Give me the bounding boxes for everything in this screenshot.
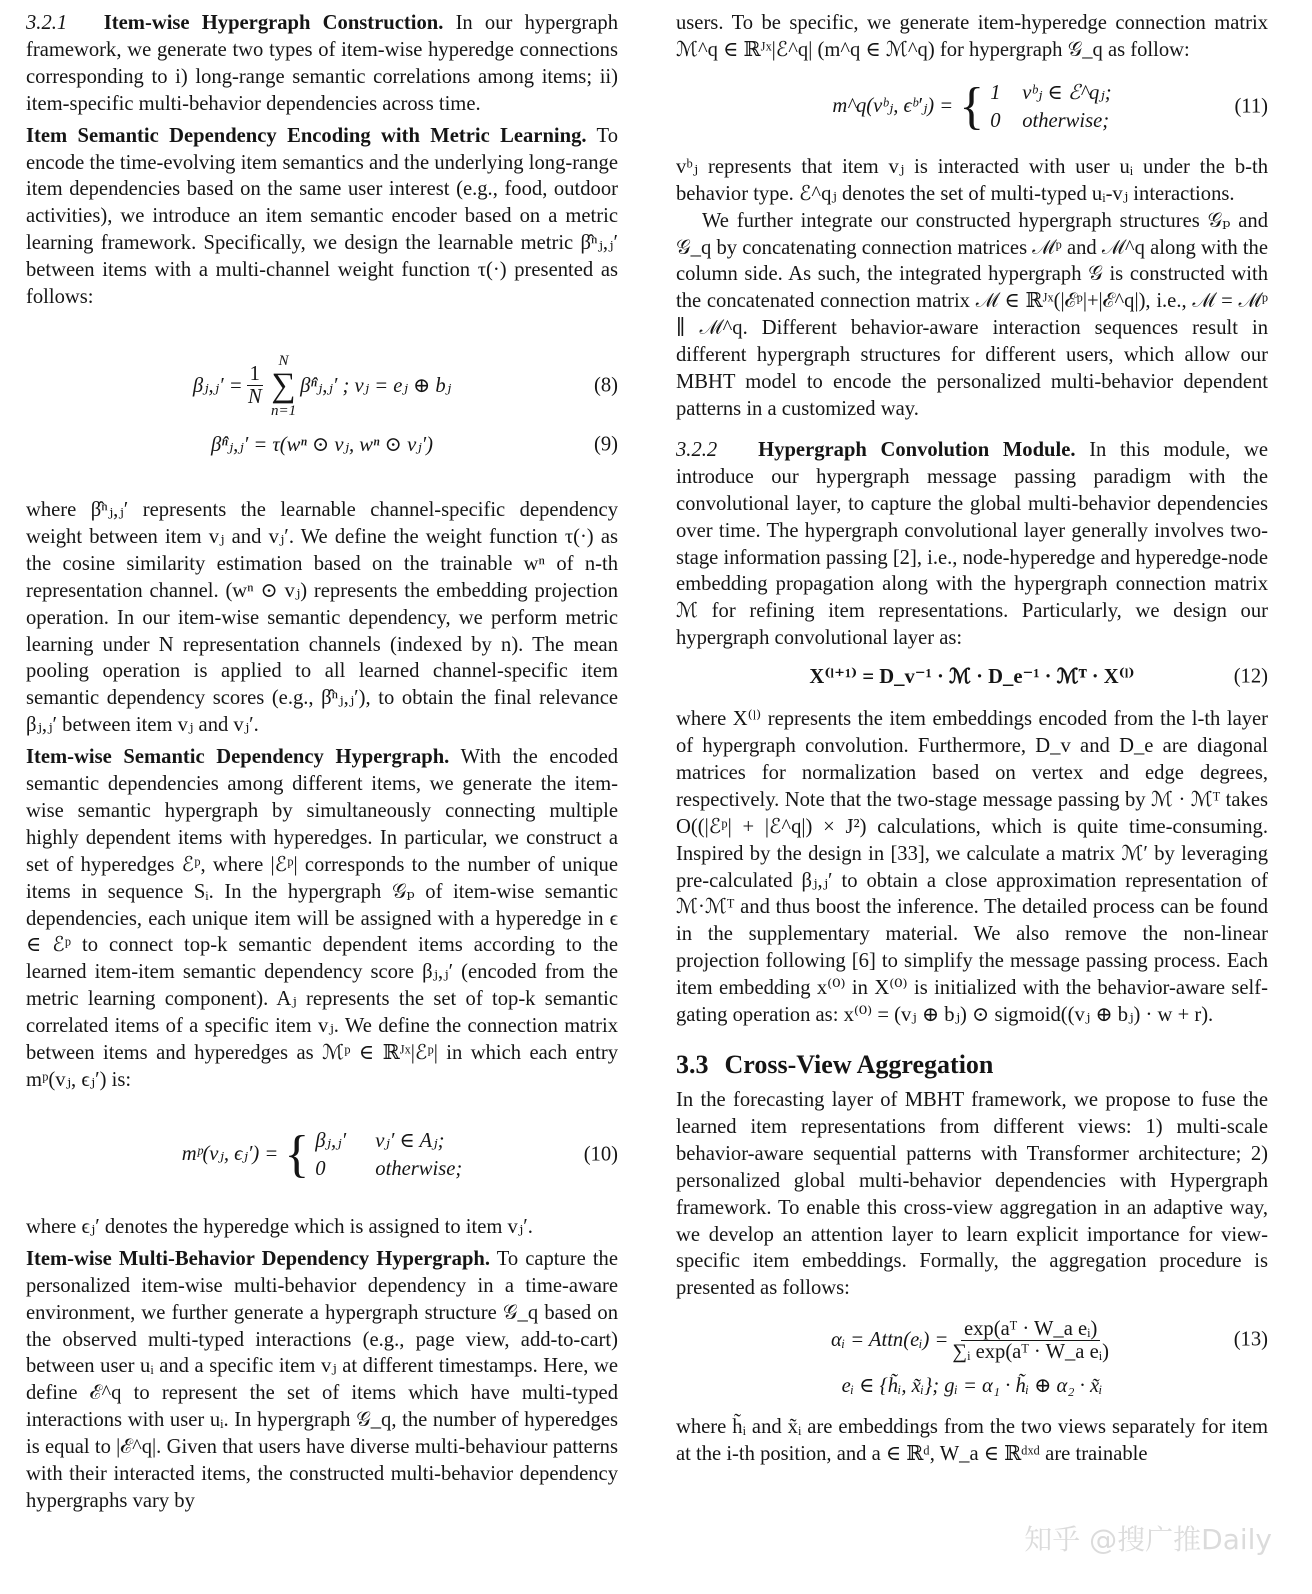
paragraph-imbh: [26, 1246, 618, 1515]
case-condition: vᵇⱼ ∈ ℰ^qⱼ;: [1022, 81, 1112, 104]
equation-lhs: αᵢ = Attn(eᵢ) =: [831, 1328, 949, 1351]
fraction-denominator: N: [247, 386, 262, 409]
fraction-numerator: exp(aᵀ · W_a eᵢ): [961, 1318, 1100, 1341]
equation-number: (13): [1233, 1328, 1268, 1351]
right-column: [676, 10, 1268, 1468]
paragraph-heading: Item-wise Semantic Dependency Hypergraph.: [26, 746, 450, 769]
equation-number: (9): [593, 433, 618, 456]
paragraph-where12: where X⁽ˡ⁾ represents the item embeddings encoded from the l-th layer of hypergraph convolution. Furthermore, D_v and D_e are diagonal matrices for normalization based on vertex and edge degrees, respectively. Note that the two-stage message passing by ℳ · ℳᵀ takes O((|ℰᵖ| + |ℰ^q|) × J²) calculations, which is quite time-consuming. Inspired by the design in [33], we calculate a matrix ℳ′ by leveraging pre-calculated βⱼ,ⱼ′ to obtain a close approximation representation of ℳ·ℳᵀ and thus boost the inference. The detailed process can be found in the supplementary material. We also remove the non-linear projection following [6] to simplify the message passing process. Each item embedding x⁽⁰⁾ in X⁽⁰⁾ is initialized with the behavior-aware self-gating operation as: x⁽⁰⁾ = (vⱼ ⊕ bⱼ) ⊙ sigmoid((vⱼ ⊕ bⱼ) · w + r).: [676, 708, 1268, 1027]
paragraph-heading: Item Semantic Dependency Encoding with Metric Learning.: [26, 124, 587, 147]
summation: [271, 353, 296, 419]
equation-10: [26, 1122, 618, 1188]
equation-number: (8): [593, 374, 618, 397]
equation-expr: X⁽ˡ⁺¹⁾ = D_v⁻¹ · ℳ · D_e⁻¹ · ℳᵀ · X⁽ˡ⁾: [809, 665, 1135, 688]
equation-lhs: βⱼ,ⱼ′ =: [192, 374, 243, 397]
sigma-icon: ∑: [271, 366, 296, 404]
section-3-2-2: [676, 437, 1268, 652]
section-3-3-heading: [676, 1049, 1268, 1081]
paragraph-heading: Item-wise Multi-Behavior Dependency Hypergraph.: [26, 1247, 491, 1270]
paragraph-where13: where h̃ᵢ and x̃ᵢ are embeddings from the two views separately for item at the i-th position, and a ∈ ℝᵈ, W_a ∈ ℝᵈˣᵈ are trainable: [676, 1416, 1268, 1466]
paragraph: To capture the personalized item-wise multi-behavior dependency in a time-aware environment, we further generate a hypergraph structure 𝒢_q based on the observed multi-typed interactions (e.g., page view, add-to-cart) between user uᵢ and a specific item vⱼ at different timestamps. Here, we define ℰ^q to represent the set of items which have multi-typed interactions with user uᵢ. In hypergraph 𝒢_q, the number of hyperedges is equal to |ℰ^q|. Given that users have diverse multi-behaviour patterns with their interacted items, the constructed multi-behavior dependency hypergraphs vary by: [26, 1247, 618, 1512]
brace-icon: {: [959, 77, 985, 135]
paragraph: To encode the time-evolving item semantics and the underlying long-range item dependencies based on the same user interest (e.g., food, outdoor activities), we introduce an item semantic encoder based on a metric learning framework. Specifically, we design the learnable metric β̂ⁿⱼ,ⱼ′ between items with a multi-channel weight function τ(·) presented as follows:: [26, 124, 618, 309]
paragraph: With the encoded semantic dependencies among different items, we generate the item-wise semantic hypergraph by simultaneously connecting multiple highly dependent items with hyperedges. In particular, we construct a set of hyperedges ℰᵖ, where |ℰᵖ| corresponds to the number of unique items in sequence Sᵢ. In the hypergraph 𝒢ₚ of item-wise semantic dependencies, each unique item will be assigned with a hyperedge in ϵ ∈ ℰᵖ to connect top-k semantic dependent items according to the learned item-item semantic dependency score βⱼ,ⱼ′ (encoded from the metric learning component). Aⱼ represents the set of top-k semantic correlated items of a specific item vⱼ. We define the connection matrix between items and hyperedges as ℳᵖ ∈ ℝᴶˣ|ℰᵖ| in which each entry mᵖ(vⱼ, ϵⱼ′) is:: [26, 746, 619, 1091]
section-3-2-1: [26, 10, 618, 118]
paragraph-where9: where β̂ⁿⱼ,ⱼ′ represents the learnable channel-specific dependency weight between item vⱼ and vⱼ′. We define the weight function τ(·) as the cosine similarity estimation based on the trainable wⁿ of n-th representation channel. (wⁿ ⊙ vⱼ) represents the embedding projection operation. In our item-wise semantic dependency, we perform metric learning under N representation channels (indexed by n). The mean pooling operation is applied to all learned channel-specific item semantic dependency scores (e.g., β̂ⁿⱼ,ⱼ′), to obtain the final relevance βⱼ,ⱼ′ between item vⱼ and vⱼ′.: [26, 498, 618, 737]
subsection-title: Hypergraph Convolution Module.: [758, 438, 1076, 461]
paragraph: In this module, we introduce our hypergraph message passing paradigm with the convolutional layer, to capture the global multi-behavior dependencies over time. The hypergraph convolutional layer generally involves two-stage information passing [2], i.e., node-hyperedge and hyperedge-node embedding propagation along with the hypergraph connection matrix ℳ for refining item representations. Particularly, we design our hypergraph convolutional layer as:: [676, 438, 1268, 650]
cases: [315, 1127, 462, 1183]
subsection-title: Item-wise Hypergraph Construction.: [103, 12, 444, 34]
paragraph-isd: [26, 123, 618, 311]
sum-upper: N: [278, 352, 289, 369]
case-value: 0: [990, 109, 1001, 132]
equation-number: (10): [583, 1143, 618, 1166]
case-condition: otherwise;: [1022, 109, 1110, 132]
section-title: Cross-View Aggregation: [724, 1050, 994, 1079]
paragraph-where10: where ϵⱼ′ denotes the hyperedge which is assigned to item vⱼ′.: [26, 1215, 533, 1238]
equation-number: (12): [1233, 665, 1268, 688]
subsection-number: 3.2.2: [676, 438, 718, 461]
fraction: [247, 363, 263, 408]
paragraph-sec33: In the forecasting layer of MBHT framework, we propose to fuse the learned item representations from different views: 1) multi-scale behavior-aware sequential patterns with Transformer architecture; 2) personalized global multi-behavior dependencies with Hypergraph framework. To enable this cross-view aggregation in an adaptive way, we develop an attention layer to learn explicit importance for view-specific item embeddings. Formally, the aggregation procedure is presented as follows:: [676, 1089, 1268, 1300]
equation-expr: eᵢ ∈ {h̃ᵢ, x̃ᵢ}; gᵢ = α₁ · h̃ᵢ ⊕ α₂ · x̃ᵢ: [841, 1374, 1103, 1397]
subsection-number: 3.2.1: [26, 12, 68, 34]
fraction: [952, 1318, 1109, 1363]
equation-13: [676, 1310, 1268, 1370]
sum-lower: n=1: [270, 402, 297, 419]
equation-expr: β̂ⁿⱼ,ⱼ′ = τ(wⁿ ⊙ vⱼ, wⁿ ⊙ vⱼ′): [210, 433, 434, 456]
equation-number: (11): [1234, 95, 1268, 118]
paragraph: In our hypergraph framework, we generate two types of item-wise hyperedge connections corresponding to i) long-range semantic correlations among items; ii) item-specific multi-behavior dependencies across time.: [26, 12, 618, 115]
equation-11: [676, 74, 1268, 140]
watermark-text: 知乎 @搜广推Daily: [1024, 1523, 1272, 1556]
equation-9: [26, 421, 618, 469]
equation-8: [26, 351, 618, 421]
fraction-denominator: ∑ᵢ exp(aᵀ · W_a eᵢ): [952, 1340, 1109, 1363]
equation-lhs: mᵖ(vⱼ, ϵⱼ′) =: [181, 1143, 279, 1166]
equation-12: [676, 652, 1268, 702]
case-value: 1: [990, 81, 1001, 104]
fraction-numerator: 1: [247, 363, 263, 386]
case-value: βⱼ,ⱼ′: [315, 1129, 347, 1152]
brace-icon: {: [284, 1125, 310, 1183]
paragraph-where11: vᵇⱼ represents that item vⱼ is interacted with user uᵢ under the b-th behavior type. ℰ^qⱼ denotes the set of multi-typed uᵢ-vⱼ interactions.: [676, 155, 1268, 205]
cases: [990, 79, 1111, 135]
equation-rhs: β̂ⁿⱼ,ⱼ′ ; vⱼ = eⱼ ⊕ bⱼ: [300, 374, 452, 397]
case-value: 0: [315, 1157, 326, 1180]
case-condition: vⱼ′ ∈ Aⱼ;: [375, 1129, 445, 1152]
equation-13-line2: [676, 1370, 1268, 1402]
paragraph-integrate: We further integrate our constructed hypergraph structures 𝒢ₚ and 𝒢_q by concatenating connection matrices ℳᵖ and ℳ^q along with the column side. As such, the integrated hypergraph 𝒢 is constructed with the concatenated connection matrix ℳ ∈ ℝᴶˣ(|ℰᵖ|+|ℰ^q|), i.e., ℳ = ℳᵖ ∥ ℳ^q. Different behavior-aware interaction sequences result in different hypergraph structures for different users, which allow our MBHT model to encode the personalized multi-behavior dependent patterns in a customized way.: [676, 209, 1268, 420]
paragraph-right-top: users. To be specific, we generate item-hyperedge connection matrix ℳ^q ∈ ℝᴶˣ|ℰ^q| (m^q ∈ ℳ^q) for hypergraph 𝒢_q as follow:: [676, 12, 1268, 61]
case-condition: otherwise;: [375, 1157, 463, 1180]
section-number: 3.3: [676, 1050, 709, 1079]
equation-lhs: m^q(vᵇⱼ, ϵᵇ′ⱼ) =: [832, 95, 954, 118]
paragraph-isdh: [26, 744, 618, 1094]
left-column: [26, 10, 618, 1515]
